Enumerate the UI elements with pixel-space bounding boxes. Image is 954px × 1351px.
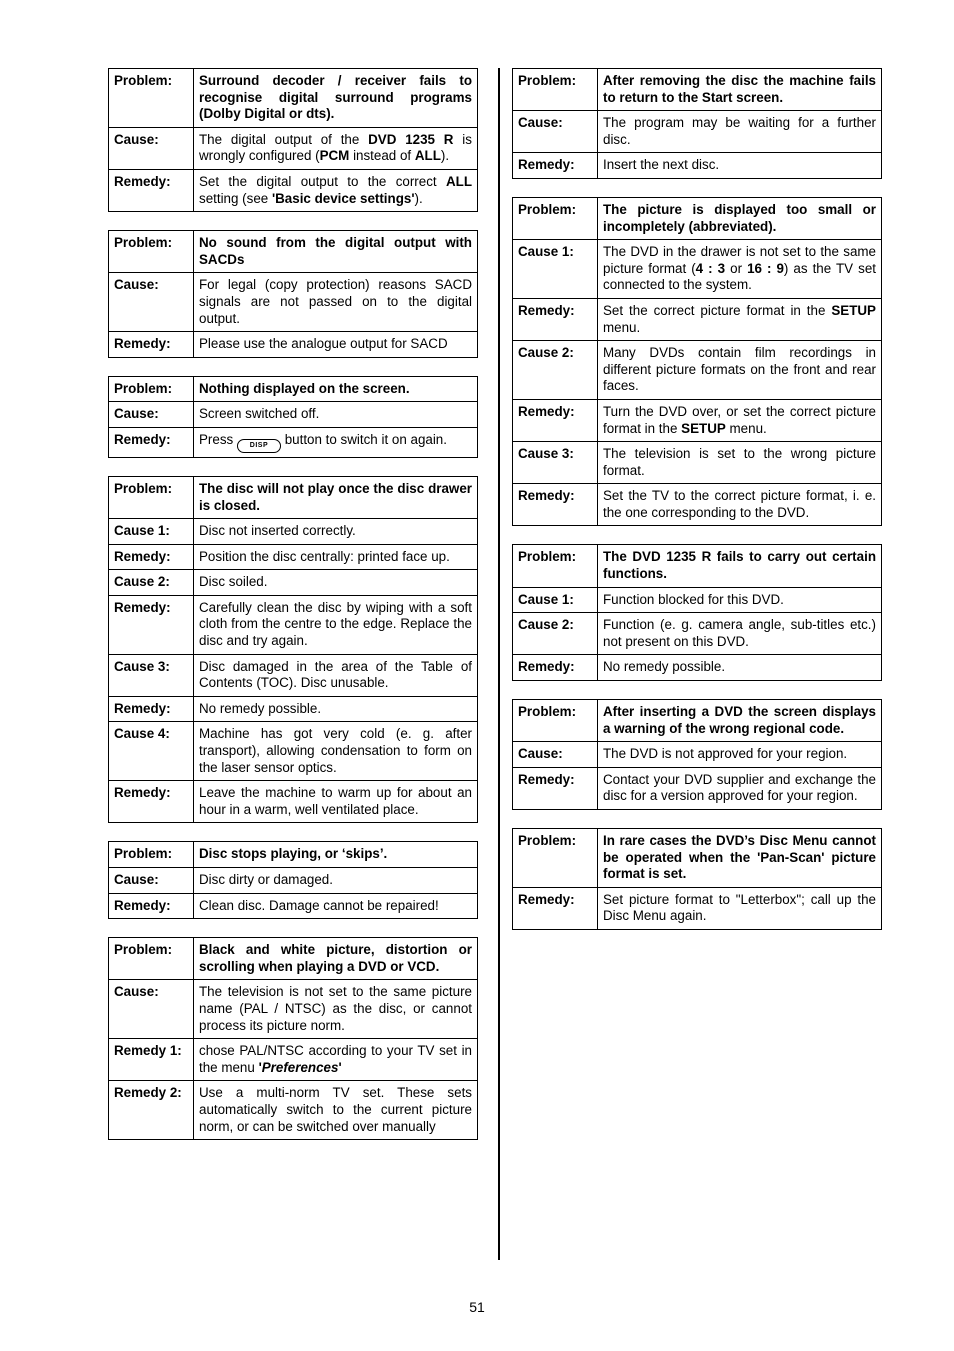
row-label: Problem: [109, 376, 194, 402]
row-label: Cause: [513, 111, 598, 153]
row-label: Cause: [109, 273, 194, 332]
row-label: Cause: [109, 402, 194, 428]
row-label: Cause 1: [513, 587, 598, 613]
problem-row [513, 545, 882, 587]
row-label: Problem: [513, 545, 598, 587]
cause-row [109, 980, 478, 1039]
row-label: Cause 3: [109, 654, 194, 696]
row-label: Remedy: [109, 781, 194, 823]
remedy-row [109, 696, 478, 722]
row-text: Disc not inserted correctly. [194, 519, 478, 545]
row-label: Remedy: [513, 655, 598, 681]
row-text: The DVD in the drawer is not set to the same picture format (4 : 3 or 16 : 9) as the TV set connected to the system. [598, 240, 882, 299]
row-label: Cause 2: [109, 570, 194, 596]
row-label: Remedy: [109, 893, 194, 919]
row-label: Remedy 1: [109, 1039, 194, 1081]
row-text: The DVD 1235 R fails to carry out certain functions. [598, 545, 882, 587]
troubleshooting-table [512, 544, 882, 681]
row-text: Set the correct picture format in the SETUP menu. [598, 298, 882, 340]
row-text: Function (e. g. camera angle, sub-titles etc.) not present on this DVD. [598, 613, 882, 655]
row-text: Leave the machine to warm up for about an hour in a warm, well ventilated place. [194, 781, 478, 823]
row-text: Nothing displayed on the screen. [194, 376, 478, 402]
row-text: For legal (copy protection) reasons SACD signals are not passed on to the digital output. [194, 273, 478, 332]
remedy-row [109, 781, 478, 823]
row-label: Problem: [513, 829, 598, 888]
cause-2-row [109, 570, 478, 596]
cause-1-row [513, 587, 882, 613]
row-label: Problem: [109, 476, 194, 518]
remedy-row [513, 399, 882, 441]
troubleshooting-table [512, 828, 882, 930]
problem-row [109, 376, 478, 402]
remedy-row [513, 655, 882, 681]
remedy-row [109, 427, 478, 457]
row-label: Remedy: [109, 169, 194, 211]
row-text: The digital output of the DVD 1235 R is wrongly configured (PCM instead of ALL). [194, 127, 478, 169]
row-text: Position the disc centrally: printed face up. [194, 544, 478, 570]
troubleshooting-table [512, 699, 882, 810]
row-text: The picture is displayed too small or incompletely (abbreviated). [598, 197, 882, 239]
row-label: Cause: [109, 980, 194, 1039]
row-text: The program may be waiting for a further disc. [598, 111, 882, 153]
cause-row [109, 273, 478, 332]
troubleshooting-table [108, 841, 478, 919]
column-divider [498, 68, 500, 1260]
problem-row [513, 829, 882, 888]
row-text: No remedy possible. [194, 696, 478, 722]
remedy-row [513, 153, 882, 179]
row-text: Function blocked for this DVD. [598, 587, 882, 613]
remedy-2-row [109, 1081, 478, 1140]
problem-row [513, 197, 882, 239]
row-label: Cause: [109, 127, 194, 169]
row-text: Many DVDs contain film recordings in different picture formats on the front and rear faces. [598, 341, 882, 400]
remedy-row [513, 887, 882, 929]
row-label: Cause 2: [513, 341, 598, 400]
row-text: Machine has got very cold (e. g. after transport), allowing condensation to form on the laser sensor optics. [194, 722, 478, 781]
troubleshooting-table [512, 68, 882, 179]
problem-row [513, 69, 882, 111]
row-label: Problem: [513, 197, 598, 239]
row-text: After removing the disc the machine fails to return to the Start screen. [598, 69, 882, 111]
remedy-row [109, 332, 478, 358]
row-label: Problem: [513, 700, 598, 742]
problem-row [109, 476, 478, 518]
cause-1-row [109, 519, 478, 545]
row-label: Cause 2: [513, 613, 598, 655]
row-label: Problem: [109, 938, 194, 980]
problem-row [109, 231, 478, 273]
row-label: Remedy: [109, 427, 194, 457]
cause-row [109, 402, 478, 428]
cause-4-row [109, 722, 478, 781]
remedy-1-row [109, 1039, 478, 1081]
row-text: Disc soiled. [194, 570, 478, 596]
row-label: Remedy: [109, 332, 194, 358]
cause-row [109, 868, 478, 894]
row-label: Cause: [513, 742, 598, 768]
row-text: Turn the DVD over, or set the correct picture format in the SETUP menu. [598, 399, 882, 441]
row-label: Remedy: [109, 696, 194, 722]
row-label: Remedy: [513, 484, 598, 526]
row-text: Disc dirty or damaged. [194, 868, 478, 894]
row-label: Cause 3: [513, 442, 598, 484]
row-label: Remedy: [513, 298, 598, 340]
row-text: In rare cases the DVD’s Disc Menu cannot be operated when the 'Pan-Scan' picture format is set. [598, 829, 882, 888]
row-label: Remedy: [109, 595, 194, 654]
troubleshooting-table [108, 376, 478, 458]
row-text: After inserting a DVD the screen displays a warning of the wrong regional code. [598, 700, 882, 742]
row-label: Remedy: [513, 399, 598, 441]
cause-row [513, 742, 882, 768]
row-label: Cause 1: [513, 240, 598, 299]
cause-3-row [109, 654, 478, 696]
row-text: Set the TV to the correct picture format, i. e. the one corresponding to the DVD. [598, 484, 882, 526]
row-text: The television is not set to the same picture name (PAL / NTSC) as the disc, or cannot process its picture norm. [194, 980, 478, 1039]
problem-row [513, 700, 882, 742]
row-label: Problem: [513, 69, 598, 111]
row-label: Remedy: [513, 887, 598, 929]
remedy-row [513, 298, 882, 340]
row-text: Insert the next disc. [598, 153, 882, 179]
cause-row [513, 111, 882, 153]
row-text: The DVD is not approved for your region. [598, 742, 882, 768]
row-text: Set the digital output to the correct ALL setting (see 'Basic device settings'). [194, 169, 478, 211]
row-label: Remedy: [513, 767, 598, 809]
remedy-text-before: Press [199, 431, 234, 447]
row-label: Cause 1: [109, 519, 194, 545]
row-text: The television is set to the wrong picture format. [598, 442, 882, 484]
row-text: Screen switched off. [194, 402, 478, 428]
troubleshooting-table [512, 197, 882, 527]
row-text: Disc damaged in the area of the Table of Contents (TOC). Disc unusable. [194, 654, 478, 696]
row-label: Cause: [109, 868, 194, 894]
cause-3-row [513, 442, 882, 484]
row-label: Cause 4: [109, 722, 194, 781]
row-text: Carefully clean the disc by wiping with a soft cloth from the centre to the edge. Replace the disc and try again. [194, 595, 478, 654]
row-text: No remedy possible. [598, 655, 882, 681]
row-label: Remedy: [109, 544, 194, 570]
row-text: Clean disc. Damage cannot be repaired! [194, 893, 478, 919]
row-text: Black and white picture, distortion or scrolling when playing a DVD or VCD. [194, 938, 478, 980]
troubleshooting-table [108, 937, 478, 1140]
row-label: Remedy: [513, 153, 598, 179]
cause-2-row [513, 613, 882, 655]
remedy-row [109, 544, 478, 570]
row-label: Problem: [109, 69, 194, 128]
remedy-text-after: button to switch it on again. [284, 431, 447, 447]
row-label: Remedy 2: [109, 1081, 194, 1140]
cause-2-row [513, 341, 882, 400]
remedy-row [109, 893, 478, 919]
troubleshooting-table [108, 476, 478, 824]
problem-row [109, 842, 478, 868]
row-label: Problem: [109, 842, 194, 868]
remedy-row [513, 767, 882, 809]
row-label: Problem: [109, 231, 194, 273]
left-column [108, 68, 478, 1158]
right-column [512, 68, 882, 948]
row-text: Disc stops playing, or ‘skips’. [194, 842, 478, 868]
remedy-row [109, 595, 478, 654]
row-text [194, 427, 478, 457]
problem-row [109, 69, 478, 128]
disp-button-icon: DISP [237, 439, 281, 453]
row-text: Set picture format to "Letterbox"; call up the Disc Menu again. [598, 887, 882, 929]
row-text: Please use the analogue output for SACD [194, 332, 478, 358]
row-text: No sound from the digital output with SACDs [194, 231, 478, 273]
page-number: 51 [469, 1299, 485, 1315]
cause-row [109, 127, 478, 169]
row-text: The disc will not play once the disc drawer is closed. [194, 476, 478, 518]
remedy-row [513, 484, 882, 526]
row-text: chose PAL/NTSC according to your TV set in the menu 'Preferences' [194, 1039, 478, 1081]
cause-1-row [513, 240, 882, 299]
row-text: Contact your DVD supplier and exchange the disc for a version approved for your region. [598, 767, 882, 809]
row-text: Use a multi-norm TV set. These sets automatically switch to the current picture norm, or can be switched over manually [194, 1081, 478, 1140]
troubleshooting-table [108, 230, 478, 358]
row-text: Surround decoder / receiver fails to recognise digital surround programs (Dolby Digital or dts). [194, 69, 478, 128]
problem-row [109, 938, 478, 980]
troubleshooting-table [108, 68, 478, 212]
remedy-row [109, 169, 478, 211]
